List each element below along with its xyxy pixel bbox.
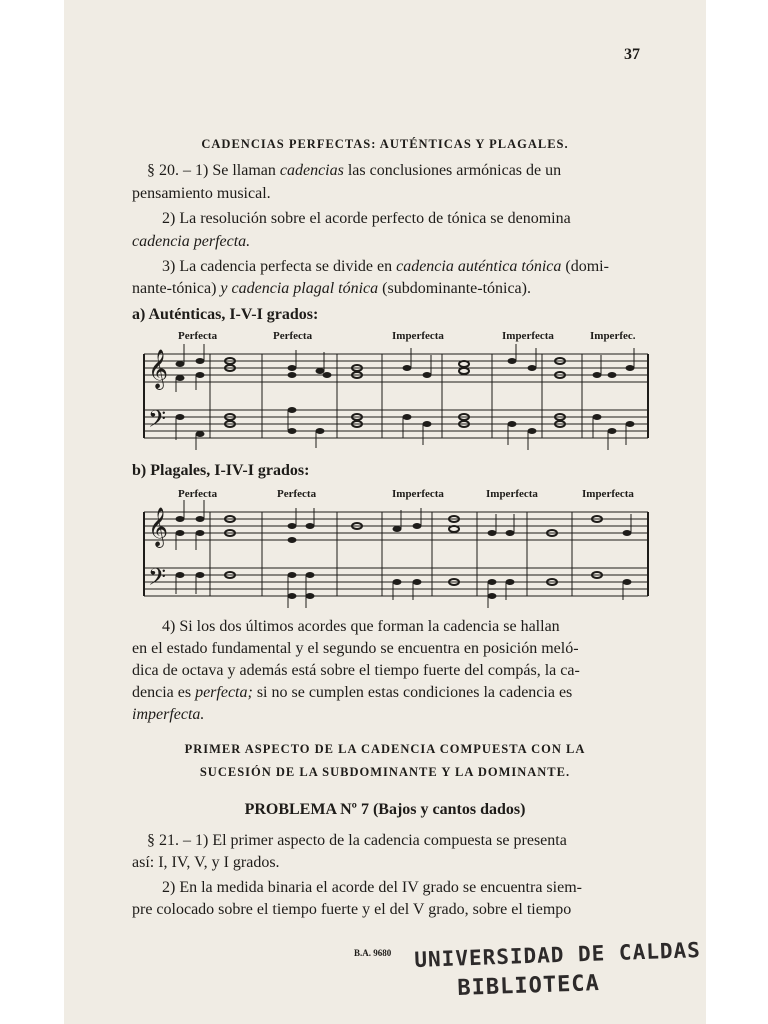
paragraph-line: cadencia perfecta. xyxy=(132,233,251,250)
cadence-label: Imperfec. xyxy=(590,330,636,342)
problem-title: PROBLEMA Nº 7 (Bajos y cantos dados) xyxy=(244,801,526,818)
music-example-a xyxy=(142,330,650,455)
cadence-label: Imperfecta xyxy=(486,488,538,500)
paragraph-line: imperfecta. xyxy=(132,706,205,723)
left-margin xyxy=(0,0,64,1024)
example-a-label: a) Auténticas, I-V-I grados: xyxy=(132,306,319,323)
paragraph-line: nante-tónica) y cadencia plagal tónica (subdominante-tónica). xyxy=(132,280,531,297)
music-example-b xyxy=(142,488,650,613)
svg-text:𝄞: 𝄞 xyxy=(148,507,169,547)
paragraph-line: 2) En la medida binaria el acorde del IV grado se encuentra siem- xyxy=(162,879,582,896)
book-page xyxy=(64,0,706,1024)
paragraph-line: § 20. – 1) Se llaman cadencias las conclusiones armónicas de un xyxy=(147,162,562,179)
paragraph-line: pensamiento musical. xyxy=(132,185,271,202)
right-margin xyxy=(706,0,768,1024)
grand-staff-a xyxy=(142,330,650,455)
paragraph-line: en el estado fundamental y el segundo se encuentra en posición meló- xyxy=(132,640,579,657)
cadence-label: Imperfecta xyxy=(582,488,634,500)
example-b-label: b) Plagales, I-IV-I grados: xyxy=(132,462,310,479)
cadence-label: Perfecta xyxy=(178,488,218,500)
print-code: B.A. 9680 xyxy=(354,948,392,958)
paragraph-line: 3) La cadencia perfecta se divide en cadencia auténtica tónica (domi- xyxy=(162,258,609,275)
section-heading: SUCESIÓN DE LA SUBDOMINANTE Y LA DOMINANTE. xyxy=(199,765,571,779)
paragraph-line: pre colocado sobre el tiempo fuerte y el del V grado, sobre el tiempo xyxy=(132,901,572,918)
svg-text:𝄞: 𝄞 xyxy=(148,349,169,389)
library-stamp-line2: BIBLIOTECA xyxy=(457,971,601,1001)
paragraph-line: 2) La resolución sobre el acorde perfecto de tónica se denomina xyxy=(162,210,571,227)
paragraph-line: dica de octava y además está sobre el tiempo fuerte del compás, la ca- xyxy=(132,662,580,679)
paragraph-line: así: I, IV, V, y I grados. xyxy=(132,854,280,871)
cadence-label: Perfecta xyxy=(178,330,218,342)
cadence-label: Imperfecta xyxy=(502,330,554,342)
section-heading: CADENCIAS PERFECTAS: AUTÉNTICAS Y PLAGALES. xyxy=(201,137,569,151)
cadence-label: Imperfecta xyxy=(392,488,444,500)
library-stamp-line1: UNIVERSIDAD DE CALDAS xyxy=(414,938,702,972)
page-number: 37 xyxy=(624,46,640,63)
section-heading: PRIMER ASPECTO DE LA CADENCIA COMPUESTA CON LA xyxy=(184,742,586,756)
paragraph-line: § 21. – 1) El primer aspecto de la cadencia compuesta se presenta xyxy=(147,832,567,849)
cadence-label: Imperfecta xyxy=(392,330,444,342)
svg-text:𝄢: 𝄢 xyxy=(148,563,167,596)
cadence-label: Perfecta xyxy=(277,488,317,500)
cadence-label: Perfecta xyxy=(273,330,313,342)
paragraph-line: dencia es perfecta; si no se cumplen estas condiciones la cadencia es xyxy=(132,684,573,701)
grand-staff-b xyxy=(142,488,650,613)
svg-text:𝄢: 𝄢 xyxy=(148,405,167,438)
paragraph-line: 4) Si los dos últimos acordes que forman la cadencia se hallan xyxy=(162,618,560,635)
